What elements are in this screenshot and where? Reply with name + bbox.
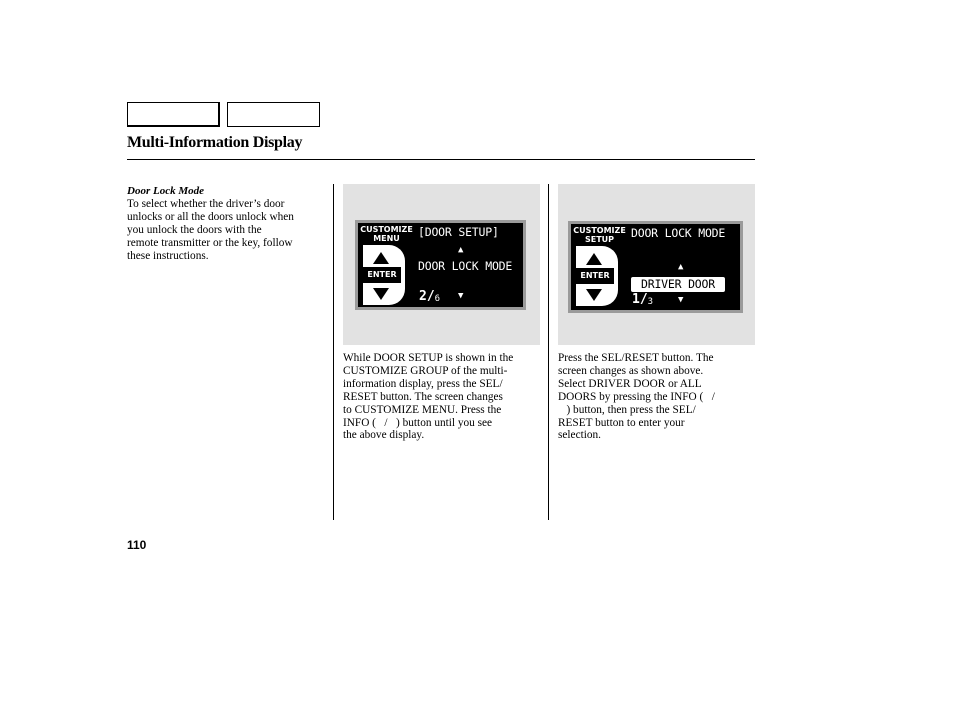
column-divider-2 (548, 184, 549, 520)
nav-tab-2[interactable] (227, 102, 320, 127)
text-line: Press the SEL/RESET button. The (558, 352, 714, 364)
page-indicator-num: 2 (419, 289, 427, 304)
text-line: To select whether the driver’s door (127, 198, 285, 210)
page-title: Multi-Information Display (127, 134, 303, 151)
lcd-main-area (418, 223, 523, 307)
page-indicator-den: 3 (647, 297, 654, 307)
down-arrow-icon: ▼ (678, 295, 684, 305)
text-line: these instructions. (127, 249, 209, 262)
lcd-line-2-highlighted (631, 277, 725, 291)
text-line: remote transmitter or the key, follow (127, 236, 293, 249)
text-line: the above display. (343, 429, 425, 442)
column-divider-1 (333, 184, 334, 520)
arrow-up-icon (373, 252, 389, 264)
side-label-line2: MENU (373, 234, 400, 243)
arrow-down-icon (373, 288, 389, 300)
up-arrow-icon: ▲ (678, 262, 684, 272)
customize-side-panel (358, 223, 415, 307)
d-shaped-button (576, 246, 618, 306)
enter-label: ENTER (576, 268, 614, 284)
display-illustration-2 (558, 184, 755, 345)
text-line: information display, press the SEL/ (343, 377, 503, 390)
section-heading: Door Lock Mode (127, 185, 204, 197)
lcd-line-1: [DOOR SETUP] (418, 225, 499, 239)
nav-tab-1[interactable] (127, 102, 220, 127)
text-line: selection. (558, 429, 601, 442)
text-line: you unlock the doors with the (127, 223, 262, 236)
text-line: Select DRIVER DOOR or ALL (558, 377, 702, 390)
lcd-screen-2 (568, 221, 743, 313)
up-arrow-icon: ▲ (458, 245, 464, 255)
text-line: to CUSTOMIZE MENU. Press the (343, 403, 502, 416)
lcd-line-2: DOOR LOCK MODE (418, 259, 513, 273)
caption-2 (558, 352, 715, 442)
intro-paragraph (127, 198, 294, 263)
d-shaped-button (363, 245, 405, 305)
arrow-up-icon (586, 253, 602, 265)
lcd-main-area (631, 224, 740, 310)
text-line: INFO ( / ) button until you see (343, 416, 493, 429)
text-line: While DOOR SETUP is shown in the (343, 352, 514, 364)
display-illustration-1 (343, 184, 540, 345)
page-indicator-num: 1 (632, 292, 640, 307)
text-line: unlocks or all the doors unlock when (127, 210, 294, 223)
side-label-line1: CUSTOMIZE (573, 226, 626, 235)
page-indicator: $1/_3$ (632, 292, 654, 307)
text-line: CUSTOMIZE GROUP of the multi- (343, 364, 508, 377)
page-indicator: $2/_6$ (419, 289, 441, 304)
side-label-line2: SETUP (584, 235, 615, 244)
arrow-down-icon (586, 289, 602, 301)
page-number: 110 (127, 538, 147, 552)
lcd-line-1: DOOR LOCK MODE (631, 226, 726, 240)
selected-option: DRIVER DOOR (631, 277, 725, 292)
text-line: RESET button. The screen changes (343, 390, 503, 403)
enter-label: ENTER (363, 267, 401, 283)
text-line: screen changes as shown above. (558, 364, 704, 377)
caption-1 (343, 352, 513, 442)
text-line: ) button, then press the SEL/ (558, 403, 696, 416)
text-line: RESET button to enter your (558, 416, 685, 429)
text-line: DOORS by pressing the INFO ( / (558, 390, 715, 403)
down-arrow-icon: ▼ (458, 291, 464, 301)
side-label-line1: CUSTOMIZE (360, 225, 413, 234)
lcd-screen-1 (355, 220, 526, 310)
title-divider (127, 159, 755, 160)
page-indicator-den: 6 (434, 294, 441, 304)
customize-side-panel (571, 224, 628, 310)
